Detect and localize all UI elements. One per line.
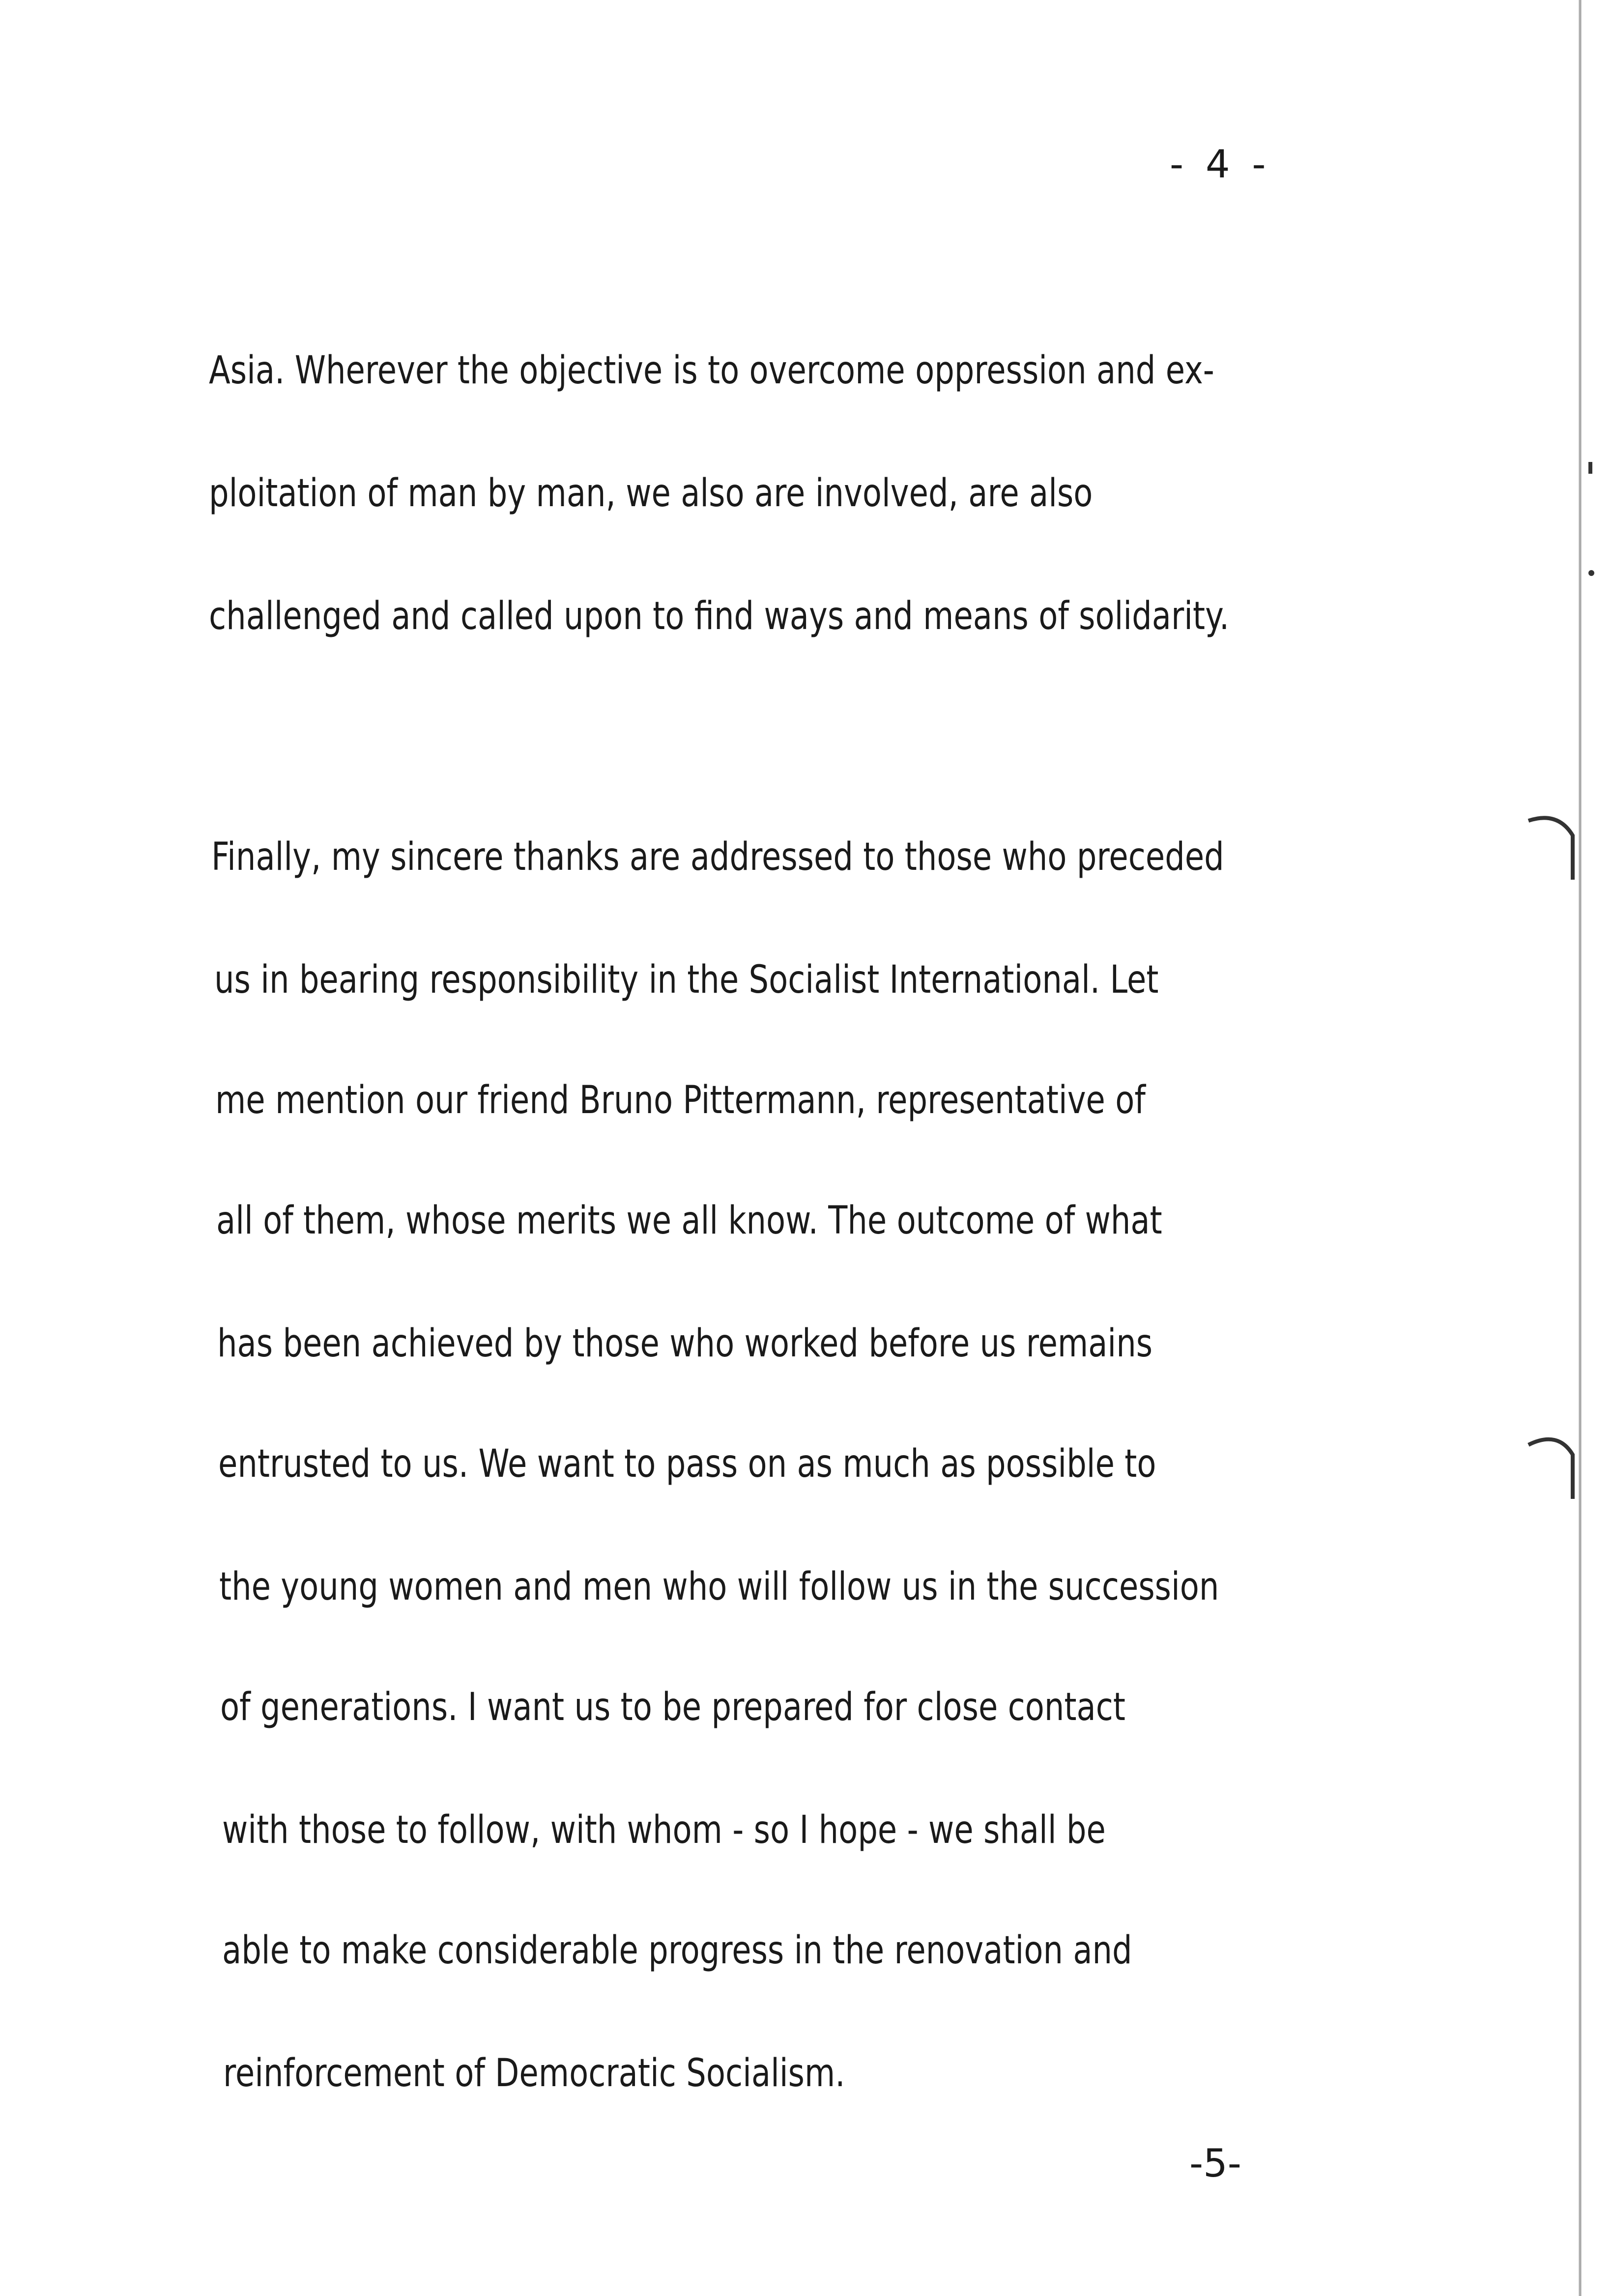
paragraph-2-line-9: with those to follow, with whom - so I hope - we shall be bbox=[222, 1808, 1106, 1852]
scan-dot bbox=[1588, 462, 1592, 474]
paragraph-2-line-1: Finally, my sincere thanks are addressed to those who preceded bbox=[211, 835, 1224, 879]
paragraph-1-line-3: challenged and called upon to find ways and means of solidarity. bbox=[209, 594, 1230, 638]
paragraph-2-line-5: has been achieved by those who worked before us remains bbox=[217, 1321, 1153, 1366]
page-number: - 4 - bbox=[1170, 143, 1271, 187]
paragraph-2-line-4: all of them, whose merits we all know. The outcome of what bbox=[216, 1199, 1162, 1243]
paragraph-2-line-7: the young women and men who will follow us in the succession bbox=[219, 1565, 1219, 1609]
next-page-marker: -5- bbox=[1189, 2142, 1241, 2186]
page-edge-shadow bbox=[1579, 0, 1582, 2296]
paragraph-2-line-11: reinforcement of Democratic Socialism. bbox=[223, 2051, 845, 2095]
paragraph-2-line-3: me mention our friend Bruno Pittermann, representative of bbox=[215, 1078, 1146, 1122]
paragraph-2-line-6: entrusted to us. We want to pass on as much as possible to bbox=[218, 1442, 1156, 1486]
binder-hole-mark bbox=[1524, 806, 1583, 885]
paragraph-1-line-1: Asia. Wherever the objective is to overcome oppression and ex- bbox=[209, 348, 1214, 393]
paragraph-1-line-2: ploitation of man by man, we also are involved, are also bbox=[209, 471, 1093, 516]
paragraph-2-line-10: able to make considerable progress in the renovation and bbox=[222, 1928, 1132, 1973]
scan-dot bbox=[1588, 570, 1594, 576]
paragraph-2-line-8: of generations. I want us to be prepared for close contact bbox=[220, 1685, 1125, 1729]
paragraph-2-line-2: us in bearing responsibility in the Socialist International. Let bbox=[214, 958, 1159, 1002]
binder-hole-mark bbox=[1524, 1425, 1583, 1504]
